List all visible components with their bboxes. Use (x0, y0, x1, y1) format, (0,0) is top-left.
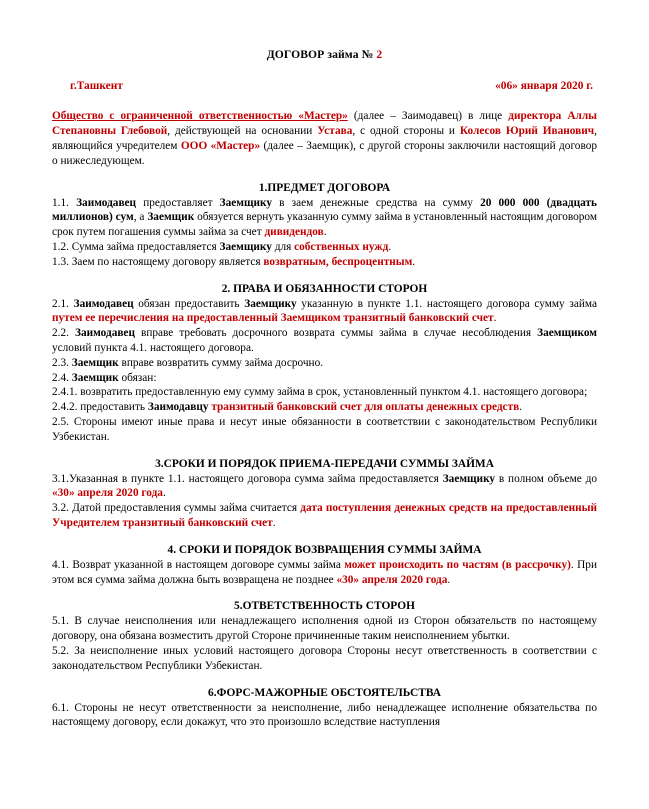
page-title (52, 48, 597, 61)
preamble-text-4: , являющийся учредителем (52, 124, 597, 152)
section-heading: 1.ПРЕДМЕТ ДОГОВОРА (258, 181, 391, 194)
clause-text-run: транзитный банковский счет для оплаты денежных средств (211, 401, 520, 414)
clause-text-run: 20 000 000 (двадцать миллионов) сум (52, 196, 597, 224)
clause-text-run: в заем денежные средства на сумму (272, 196, 481, 209)
preamble-text-3: , с одной стороны и (352, 124, 460, 137)
clause-text-run: . При этом вся сумма займа должна быть возвращена не позднее (52, 558, 597, 586)
clause-text-run: Заемщик (147, 211, 195, 224)
clause-text-run: в полном объеме до (495, 472, 597, 485)
preamble-text-2: , действующей на основании (167, 124, 318, 137)
clause-text-run: 3.2. Датой предоставления суммы займа считается (52, 502, 301, 515)
section-heading: 4. СРОКИ И ПОРЯДОК ВОЗВРАЩЕНИЯ СУММЫ ЗАЙМА (167, 543, 482, 556)
clause-text-run: путем ее перечисления на предоставленный Заемщиком транзитный банковский счет (52, 312, 494, 325)
clause-text-run: Заимодавец (74, 327, 135, 340)
section-heading: 6.ФОРС-МАЖОРНЫЕ ОБСТОЯТЕЛЬСТВА (208, 686, 441, 699)
clause-text-run: . (493, 312, 497, 325)
clause-text-run: , а (133, 211, 148, 224)
clause-text-run: для (271, 241, 295, 254)
clause-paragraph (52, 558, 597, 588)
clause-text-run: Заимодавец (73, 297, 134, 310)
clause-paragraph (52, 240, 597, 255)
clause-text-run: «30» апреля 2020 года (52, 487, 163, 500)
clause-paragraph (52, 400, 597, 415)
preamble-text-5: (далее – Заемщик), с другой стороны заключили настоящий договор о нижеследующем. (52, 139, 598, 167)
clause-paragraph (52, 196, 597, 240)
section-heading: 2. ПРАВА И ОБЯЗАННОСТИ СТОРОН (221, 282, 428, 295)
city-label: г.Ташкент (70, 80, 123, 92)
clause-paragraph (52, 297, 597, 327)
clause-text-run: 2.1. (52, 297, 74, 310)
clause-text-run: указанную в пункте 1.1. настоящего договора сумму займа (296, 297, 597, 310)
clause-text-run: 2.2. (52, 327, 75, 340)
clause-text-run: дивидендов (264, 226, 324, 239)
clause-text-run: 1.2. Сумма займа предоставляется (52, 241, 220, 254)
clause-text-run: 2.3. (52, 356, 72, 369)
clause-text-run: возвратным, беспроцентным (263, 255, 413, 268)
clause-text-run: дата поступления денежных средств на предоставленный Учредителем транзитный банковский счет (52, 502, 597, 529)
clause-text-run: обязан: (118, 371, 157, 384)
clause-text-run: 2.5. Стороны имеют иные права и несут иные обязанности в соответствии с законодательством Республики Узбекистан. (52, 415, 597, 443)
clause-text-run: Заемщику (219, 241, 272, 254)
clause-text-run: . (272, 516, 276, 529)
clause-text-run: 2.4.2. предоставить (52, 401, 148, 414)
clause-text-run: обязуется вернуть указанную сумму займа в установленный настоящим договором срок путем погашения суммы займа за счет (52, 211, 597, 239)
clause-text-run: Заемщику (244, 297, 297, 310)
clause-text-run: Заемщик (71, 356, 119, 369)
clause-paragraph (52, 255, 597, 270)
clause-text-run: «30» апреля 2020 года (336, 573, 448, 586)
clause-text-run: Заемщик (71, 371, 119, 384)
clause-paragraph (52, 614, 597, 644)
clause-text-run: 6.1. Стороны не несут ответственности за неисполнение, либо ненадлежащее исполнение обязательства по настоящему договору, если докажут, что это произошло вследствие наступления (52, 701, 597, 729)
clause-text-run: собственных нужд (294, 241, 389, 254)
clause-paragraph (52, 356, 597, 371)
clause-paragraph (52, 326, 597, 356)
clause-paragraph (52, 644, 597, 674)
clause-text-run: . (388, 241, 392, 254)
clause-text-run: Заимодавец (76, 196, 137, 209)
preamble-text-1: (далее – Заимодавец) в лице (347, 110, 509, 122)
preamble-director: директора Аллы Степановны Глебовой (52, 110, 597, 137)
clause-text-run: вправе возвратить сумму займа досрочно. (118, 356, 324, 369)
clause-text-run: может происходить по частям (в рассрочку) (344, 558, 571, 571)
clause-text-run: 3.1.Указанная в пункте 1.1. настоящего договора сумма займа предоставляется (52, 472, 443, 485)
clause-paragraph (52, 701, 597, 731)
clause-text-run: Заимодавцу (147, 401, 209, 414)
place-date-row (52, 80, 597, 92)
preamble-lender-name: Общество с ограниченной ответственностью «Мастер» (52, 110, 348, 122)
preamble-paragraph (52, 109, 597, 169)
clause-text-run: 5.2. За неисполнение иных условий настоящего договора Стороны несут ответственность в соответствии с законодательством Республики Узбекистан. (52, 644, 597, 672)
clause-paragraph (52, 501, 597, 531)
contract-number: 2 (376, 48, 383, 61)
clause-text-run: . (447, 573, 451, 586)
clause-text-run: 1.3. Заем по настоящему договору является (52, 255, 264, 268)
clause-text-run: 2.4.1. возвратить предоставленную ему сумму займа в срок, установленный пунктом 4.1. настоящего договора; (52, 386, 588, 399)
clause-text-run: вправе требовать досрочного возврата суммы займа в случае несоблюдения (134, 327, 538, 340)
preamble-charter: Устава (317, 124, 353, 137)
page-title-text: ДОГОВОР займа № (266, 48, 377, 61)
clause-text-run: . (519, 401, 523, 414)
clause-text-run: 1.1. (52, 196, 77, 209)
clause-text-run: Заемщику (442, 472, 496, 485)
clause-paragraph (52, 472, 597, 502)
clause-text-run: . (162, 487, 166, 500)
clause-text-run: 4.1. Возврат указанной в настоящем договоре суммы займа (52, 558, 345, 571)
clause-text-run: условий пункта 4.1. настоящего договора. (52, 342, 254, 354)
clause-paragraph (52, 415, 597, 445)
preamble-borrower-name: Колесов Юрий Иванович (459, 124, 595, 137)
section-heading: 3.СРОКИ И ПОРЯДОК ПРИЕМА-ПЕРЕДАЧИ СУММЫ ЗАЙМА (155, 457, 494, 470)
clause-text-run: предоставляет (136, 196, 220, 209)
clause-text-run: обязан предоставить (133, 297, 245, 310)
clause-text-run: 5.1. В случае неисполнения или ненадлежащего исполнения одной из Сторон обязательств по настоящему договору, она обязана возместить другой Стороне причиненные таким неисполнением убытки. (52, 615, 597, 643)
date-label: «06» января 2020 г. (495, 80, 593, 92)
clause-text-run: Заемщиком (537, 327, 597, 340)
clause-text-run: . (323, 226, 327, 239)
section-heading: 5.ОТВЕТСТВЕННОСТЬ СТОРОН (234, 600, 415, 613)
clause-text-run: . (412, 255, 416, 268)
clause-paragraph (52, 371, 597, 386)
document-sections (52, 182, 597, 731)
clause-text-run: Заемщику (219, 196, 273, 209)
clause-paragraph (52, 385, 597, 400)
clause-text-run: 2.4. (52, 371, 72, 384)
preamble-company: ООО «Мастер» (180, 139, 261, 152)
